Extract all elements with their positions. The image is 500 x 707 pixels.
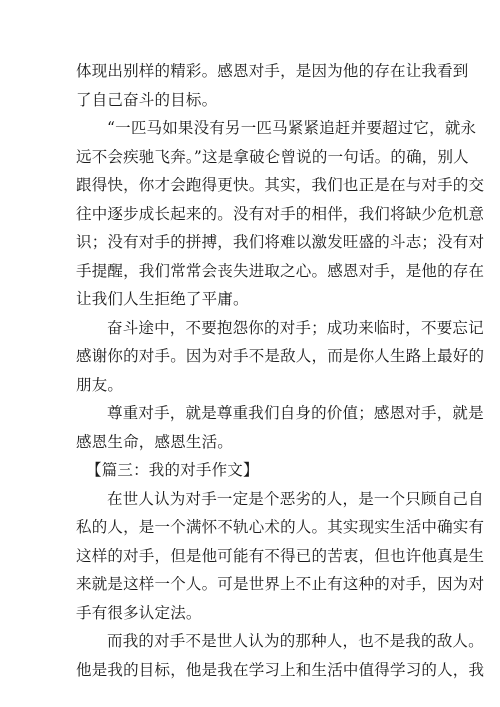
text-line: 朋友。 (76, 375, 124, 394)
section-heading: 【篇三：我的对手作文】 (86, 461, 259, 479)
text-line: 这样的对手，但是他可能有不得已的苦衷，但也许他真是生 (76, 546, 485, 565)
text-line: 识；没有对手的拼搏，我们将难以激发旺盛的斗志；没有对 (76, 233, 485, 251)
text-line: 而我的对手不是世人认为的那种人，也不是我的敌人。 (107, 632, 484, 650)
text-line: 感谢你的对手。因为对手不是敌人，而是你人生路上最好的 (76, 347, 485, 365)
text-line: 手有很多认定法。 (76, 603, 202, 622)
text-line: 他是我的目标，他是我在学习上和生活中值得学习的人，我 (76, 660, 485, 679)
paragraph (76, 399, 484, 456)
text-line: 远不会疾驰飞奔。”这是拿破仑曾说的一句话。的确，别人 (76, 147, 469, 166)
text-line: 来就是这样一个人。可是世界上不止有这种的对手，因为对 (76, 575, 485, 593)
text-line: 在世人认为对手一定是个恶劣的人，是一个只顾自己自 (107, 489, 484, 508)
text-line: 让我们人生拒绝了平庸。 (76, 290, 249, 308)
text-line: 感恩生命，感恩生活。 (76, 432, 234, 451)
text-line: 奋斗途中，不要抱怨你的对手；成功来临时，不要忘记 (107, 318, 484, 337)
paragraph (76, 485, 485, 628)
text-line: “一匹马如果没有另一匹马紧紧追赶并要超过它，就永 (107, 119, 477, 137)
text-line: 尊重对手，就是尊重我们自身的价值；感恩对手，就是 (107, 404, 484, 422)
text-line: 了自己奋斗的目标。 (76, 90, 218, 109)
paragraph (76, 57, 469, 114)
text-line: 体现出别样的精彩。感恩对手，是因为他的存在让我看到 (76, 62, 469, 80)
paragraph (76, 314, 485, 400)
text-line: 手提醒，我们常常会丧失进取之心。感恩对手，是他的存在 (76, 261, 485, 280)
paragraph (76, 114, 485, 314)
text-line: 跟得快，你才会跑得更快。其实，我们也正是在与对手的交 (76, 176, 485, 194)
document-page (76, 57, 485, 684)
text-line: 私的人，是一个满怀不轨心术的人。其实现实生活中确实有 (76, 518, 485, 536)
paragraph (76, 627, 485, 684)
text-line: 往中逐步成长起来的。没有对手的相伴，我们将缺少危机意 (76, 204, 485, 223)
